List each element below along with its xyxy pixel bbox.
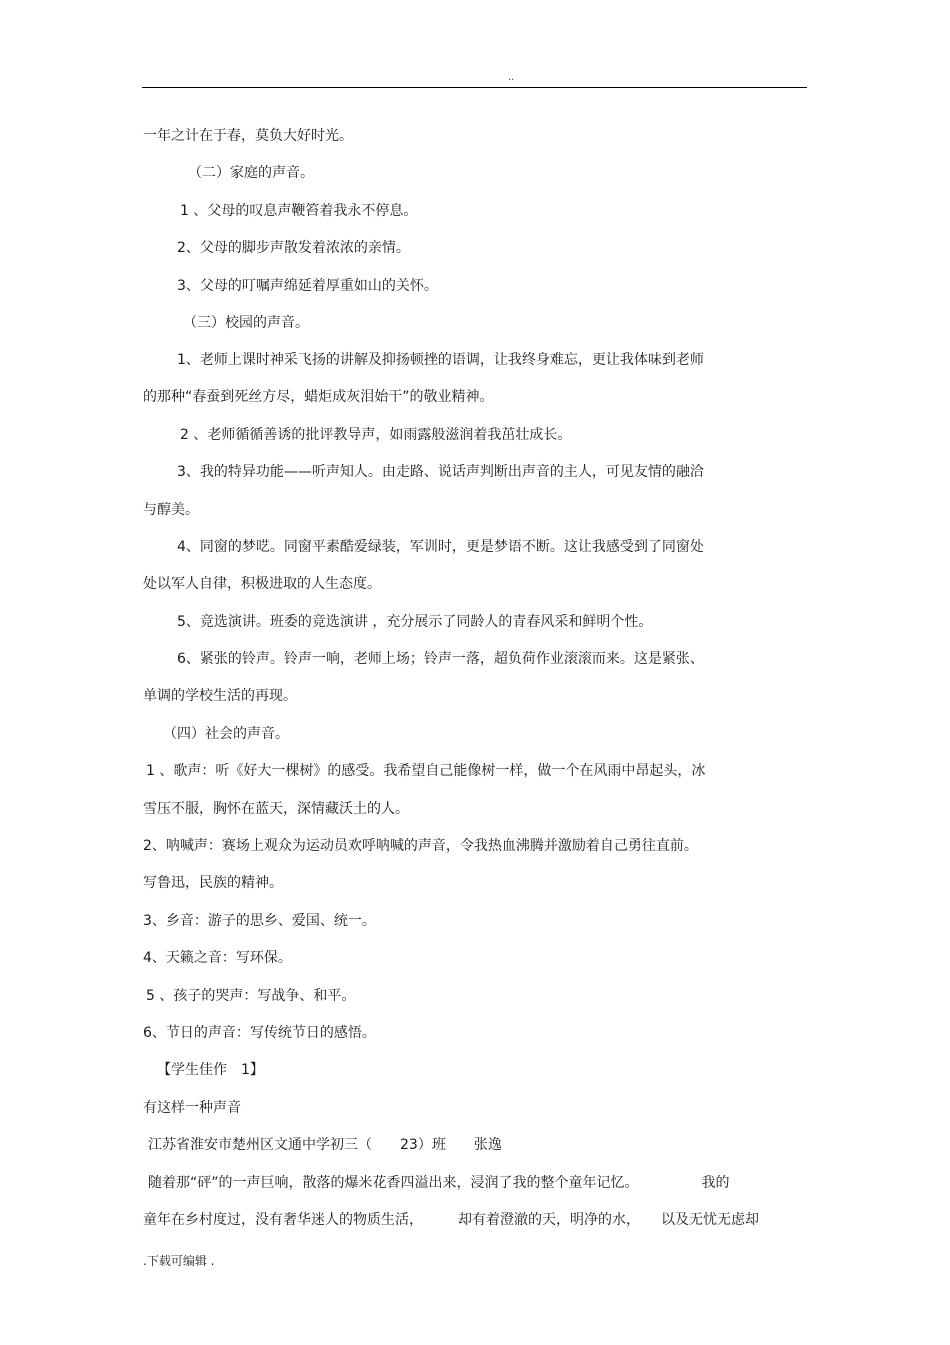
body-line: 与醇美。 — [143, 502, 199, 518]
body-line: 的那种“春蚕到死丝方尽，蜡炬成灰泪始干”的敬业精神。 — [143, 389, 494, 405]
body-line: 一年之计在于春，莫负大好时光。 — [143, 128, 353, 144]
header-rule — [142, 87, 807, 88]
body-line: 3、父母的叮嘱声绵延着厚重如山的关怀。 — [177, 278, 438, 294]
header-mark: .. — [508, 72, 515, 83]
body-line: 随着那“砰”的一声巨响，散落的爆米花香四溢出来，浸润了我的整个童年记忆。 我的 — [148, 1175, 730, 1191]
body-line: 6、节日的声音：写传统节日的感悟。 — [143, 1025, 376, 1041]
body-line: 4、天籁之音：写环保。 — [143, 950, 292, 966]
body-line: 3、我的特异功能——听声知人。由走路、说话声判断出声音的主人，可见友情的融洽 — [177, 464, 704, 480]
body-line: 2、呐喊声：赛场上观众为运动员欢呼呐喊的声音，令我热血沸腾并激励着自己勇往直前。 — [143, 838, 698, 854]
body-line: 4、同窗的梦呓。同窗平素酷爱绿装，军训时，更是梦语不断。这让我感受到了同窗处 — [177, 539, 704, 555]
body-line: 单调的学校生活的再现。 — [143, 688, 297, 704]
body-line: 5 、孩子的哭声：写战争、和平。 — [146, 988, 356, 1004]
body-line: 5、竞选演讲。班委的竞选演讲 ，充分展示了同龄人的青春风采和鲜明个性。 — [177, 614, 653, 630]
body-line: 1、老师上课时神采飞扬的讲解及抑扬顿挫的语调，让我终身难忘，更让我体味到老师 — [177, 352, 704, 368]
section-heading: （三）校园的声音。 — [183, 315, 309, 331]
body-line: 3、乡音：游子的思乡、爱国、统一。 — [143, 913, 376, 929]
essay-author: 江苏省淮安市楚州区文通中学初三（ 23）班 张逸 — [148, 1137, 502, 1153]
section-heading: （二）家庭的声音。 — [188, 165, 314, 181]
essay-label: 【学生佳作 1】 — [157, 1062, 264, 1078]
body-line: 6、紧张的铃声。铃声一响，老师上场；铃声一落，超负荷作业滚滚而来。这是紧张、 — [177, 651, 704, 667]
section-heading: （四）社会的声音。 — [163, 726, 289, 742]
essay-title: 有这样一种声音 — [143, 1100, 241, 1116]
body-line: 1 、父母的叹息声鞭笞着我永不停息。 — [180, 203, 418, 219]
body-line: 雪压不服，胸怀在蓝天，深情藏沃土的人。 — [143, 801, 409, 817]
body-line: 写鲁迅，民族的精神。 — [143, 875, 283, 891]
body-line: 2 、老师循循善诱的批评教导声，如雨露般滋润着我茁壮成长。 — [180, 427, 572, 443]
body-line: 2、父母的脚步声散发着浓浓的亲情。 — [177, 240, 410, 256]
body-line: 处以军人自律，积极进取的人生态度。 — [143, 576, 381, 592]
footer-note: .下载可编辑 . — [143, 1254, 215, 1268]
body-line: 1 、歌声：听《好大一棵树》的感受。我希望自己能像树一样，做一个在风雨中昂起头，冰 — [146, 763, 706, 779]
body-line: 童年在乡村度过，没有奢华迷人的物质生活， 却有着澄澈的天，明净的水， 以及无忧无虑却 — [143, 1212, 759, 1228]
